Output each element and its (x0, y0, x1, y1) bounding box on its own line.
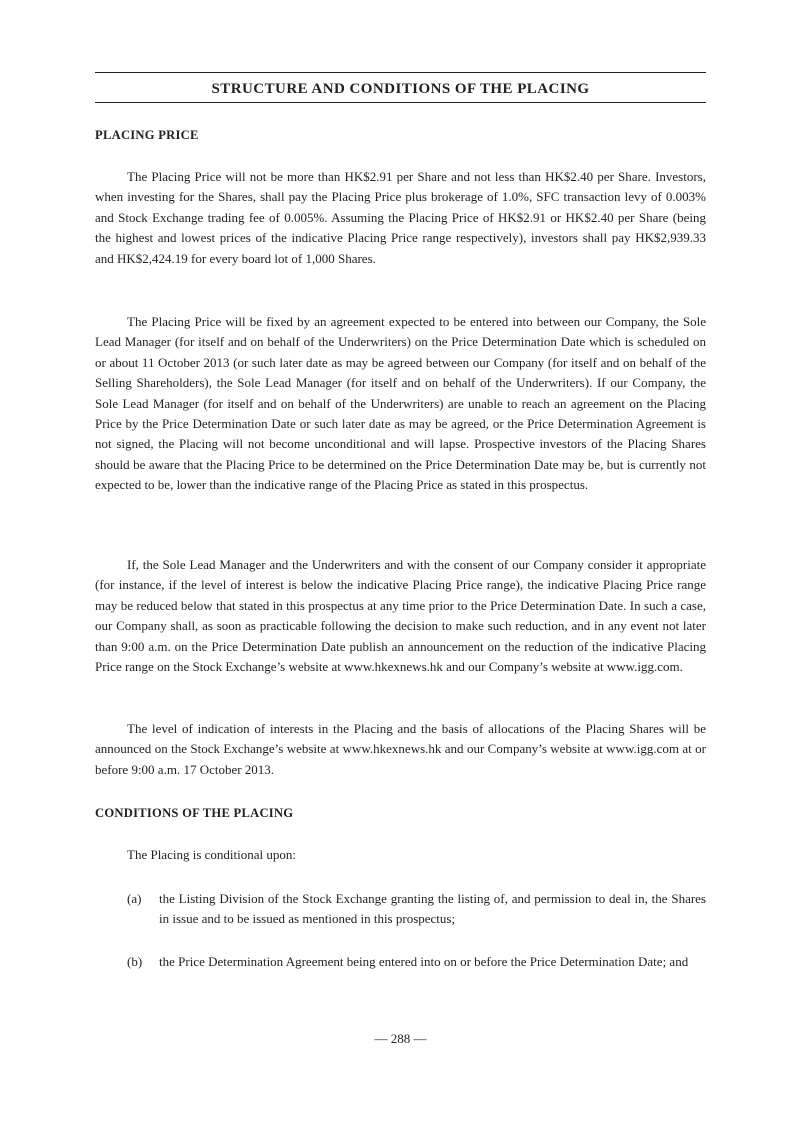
header-top-rule (95, 72, 706, 73)
page-number: — 288 — (374, 1031, 427, 1046)
paragraph-allocation-announcement: The level of indication of interests in the Placing and the basis of allocations of the Placing Shares will be announced on the Stock Exchange’s website at www.hkexnews.hk and our Company’s website at www.igg.com at or before 9:00 a.m. 17 October 2013. (95, 721, 706, 777)
section-heading-conditions: CONDITIONS OF THE PLACING (95, 806, 294, 820)
header-bottom-rule (95, 102, 706, 103)
conditions-intro: The Placing is conditional upon: (127, 847, 296, 862)
paragraph-placing-price-range: The Placing Price will not be more than HK$2.91 per Share and not less than HK$2.40 per Share. Investors, when investing for the Shares, shall pay the Placing Price plus brokerage of 1.0%, SFC transaction levy of 0.003% and Stock Exchange trading fee of 0.005%. Assuming the Placing Price of HK$2.91 or HK$2.40 per Share (being the highest and lowest prices of the indicative Placing Price range respectively), investors shall pay HK$2,939.33 and HK$2,424.19 for every board lot of 1,000 Shares. (95, 169, 706, 266)
list-marker: (a) (127, 891, 142, 906)
section-heading-placing-price: PLACING PRICE (95, 128, 199, 142)
paragraph-price-reduction: If, the Sole Lead Manager and the Underwriters and with the consent of our Company consider it appropriate (for instance, if the level of interest is below the indicative Placing Price range), the indicative Placing Price range may be reduced below that stated in this prospectus at any time prior to the Price Determination Date. In such a case, our Company shall, as soon as practicable following the decision to make such reduction, and in any event not later than 9:00 a.m. on the Price Determination Date publish an announcement on the reduction of the indicative Placing Price range on the Stock Exchange’s website at www.hkexnews.hk and our Company’s website at www.igg.com. (95, 557, 706, 675)
list-item-text: the Price Determination Agreement being entered into on or before the Price Determination Date; and (159, 954, 689, 969)
list-item-text: the Listing Division of the Stock Exchange granting the listing of, and permission to deal in, the Shares in issue and to be issued as mentioned in this prospectus; (159, 891, 706, 927)
paragraph-price-fixing: The Placing Price will be fixed by an agreement expected to be entered into between our Company, the Sole Lead Manager (for itself and on behalf of the Underwriters) on the Price Determination Date which is scheduled on or about 11 October 2013 (or such later date as may be agreed between our Company (for itself and on behalf of the Selling Shareholders), the Sole Lead Manager (for itself and on behalf of the Underwriters). If our Company, the Sole Lead Manager (for itself and on behalf of the Underwriters) are unable to reach an agreement on the Placing Price by the Price Determination Date or such later date as may be agreed, or the Price Determination Agreement is not signed, the Placing will not become unconditional and will lapse. Prospective investors of the Placing Shares should be aware that the Placing Price to be determined on the Price Determination Date may be, but is currently not expected to be, lower than the indicative range of the Placing Price as stated in this prospectus. (95, 314, 706, 493)
list-marker: (b) (127, 954, 143, 969)
condition-item-b (127, 952, 706, 972)
page-title: STRUCTURE AND CONDITIONS OF THE PLACING (211, 81, 590, 97)
condition-item-a (127, 889, 706, 930)
